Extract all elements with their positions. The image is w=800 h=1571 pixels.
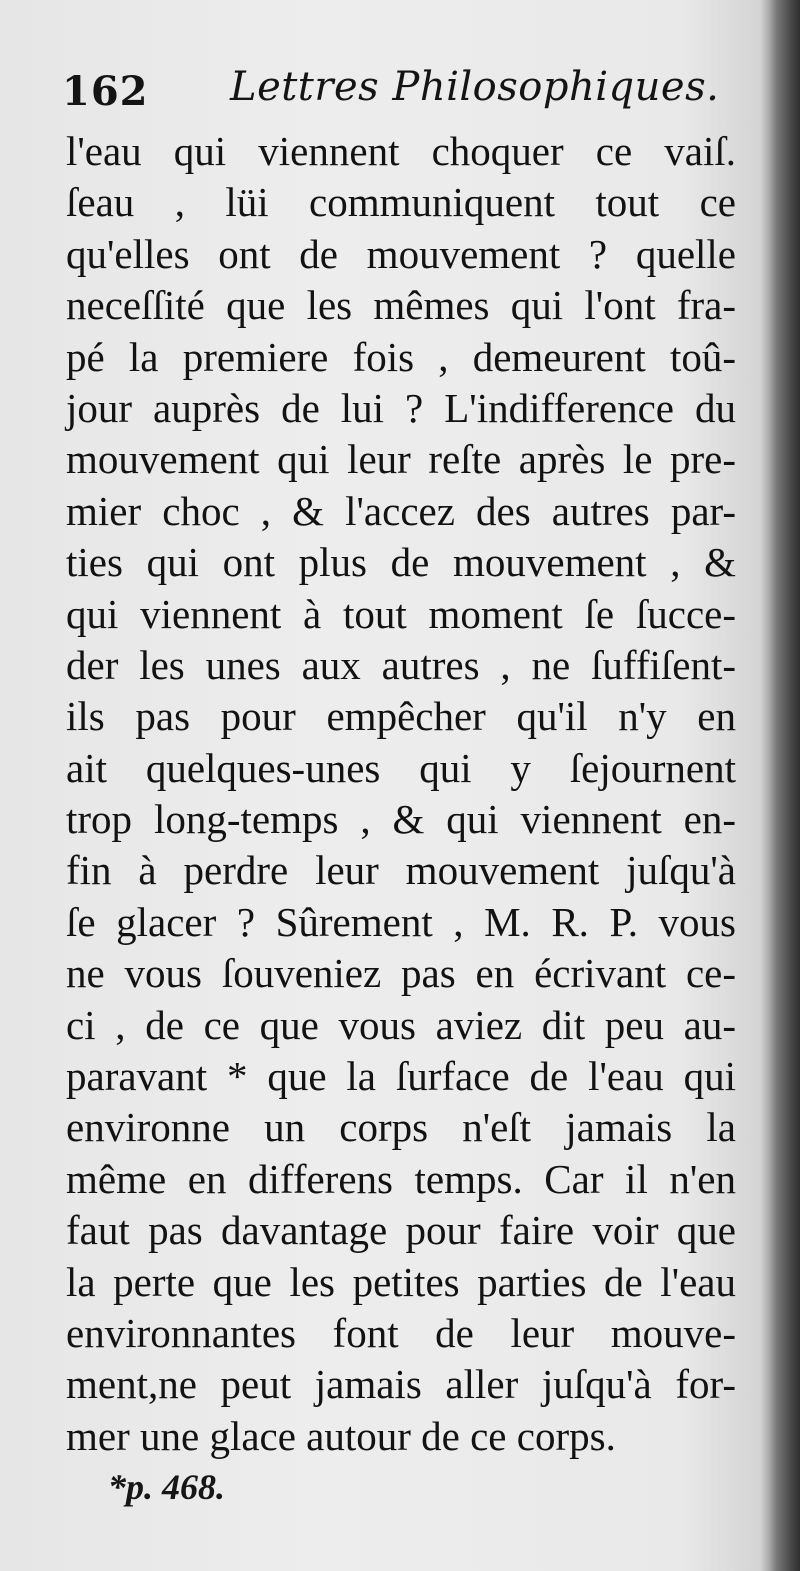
text-line: ties qui ont plus de mouvement , & (66, 539, 736, 586)
text-line: environne un corps n'eſt jamais la (66, 1104, 736, 1151)
text-line: qu'elles ont de mouvement ? quelle (66, 230, 736, 277)
text-line: jour auprès de lui ? L'indifference du (66, 384, 736, 431)
text-line: environnantes font de leur mouve- (66, 1309, 736, 1356)
text-line: faut pas davantage pour faire voir que (66, 1207, 736, 1254)
text-line: mer une glace autour de ce corps. (66, 1412, 616, 1459)
text-line: ils pas pour empêcher qu'il n'y en (66, 693, 736, 740)
text-line: ment,ne peut jamais aller juſqu'à for- (66, 1361, 736, 1408)
text-line: même en differens temps. Car il n'en (66, 1155, 736, 1202)
text-line: fin à perdre leur mouvement juſqu'à (66, 847, 736, 894)
text-line: mouvement qui leur reſte après le pre- (66, 436, 736, 483)
text-line: paravant * que la ſurface de l'eau qui (66, 1053, 736, 1100)
text-line: neceſſité que les mêmes qui l'ont fra- (66, 282, 736, 329)
body-text (66, 126, 736, 1462)
text-line: ſe glacer ? Sûrement , M. R. P. vous (66, 898, 736, 945)
page-header (62, 62, 722, 122)
text-line: ne vous ſouveniez pas en écrivant ce- (66, 950, 736, 997)
text-line: der les unes aux autres , ne ſuffiſent- (66, 641, 736, 688)
text-line: ſeau , lüi communiquent tout ce (66, 179, 736, 226)
footnote: *p. 468. (108, 1467, 225, 1507)
text-line: trop long-temps , & qui viennent en- (66, 796, 736, 843)
text-line: ait quelques-unes qui y ſejournent (66, 744, 736, 791)
text-line: l'eau qui viennent choquer ce vaiſ. (66, 128, 736, 174)
text-line: ci , de ce que vous aviez dit peu au- (66, 1001, 736, 1048)
page-number: 162 (62, 68, 149, 115)
running-title: Lettres Philosophiques. (230, 64, 720, 110)
text-line: la perte que les petites parties de l'eau (66, 1258, 736, 1305)
text-line: pé la premiere fois , demeurent toû- (66, 333, 736, 380)
text-line: qui viennent à tout moment ſe ſucce- (66, 590, 736, 637)
text-line: mier choc , & l'accez des autres par- (66, 487, 736, 534)
page-gutter-shadow (770, 0, 800, 1571)
